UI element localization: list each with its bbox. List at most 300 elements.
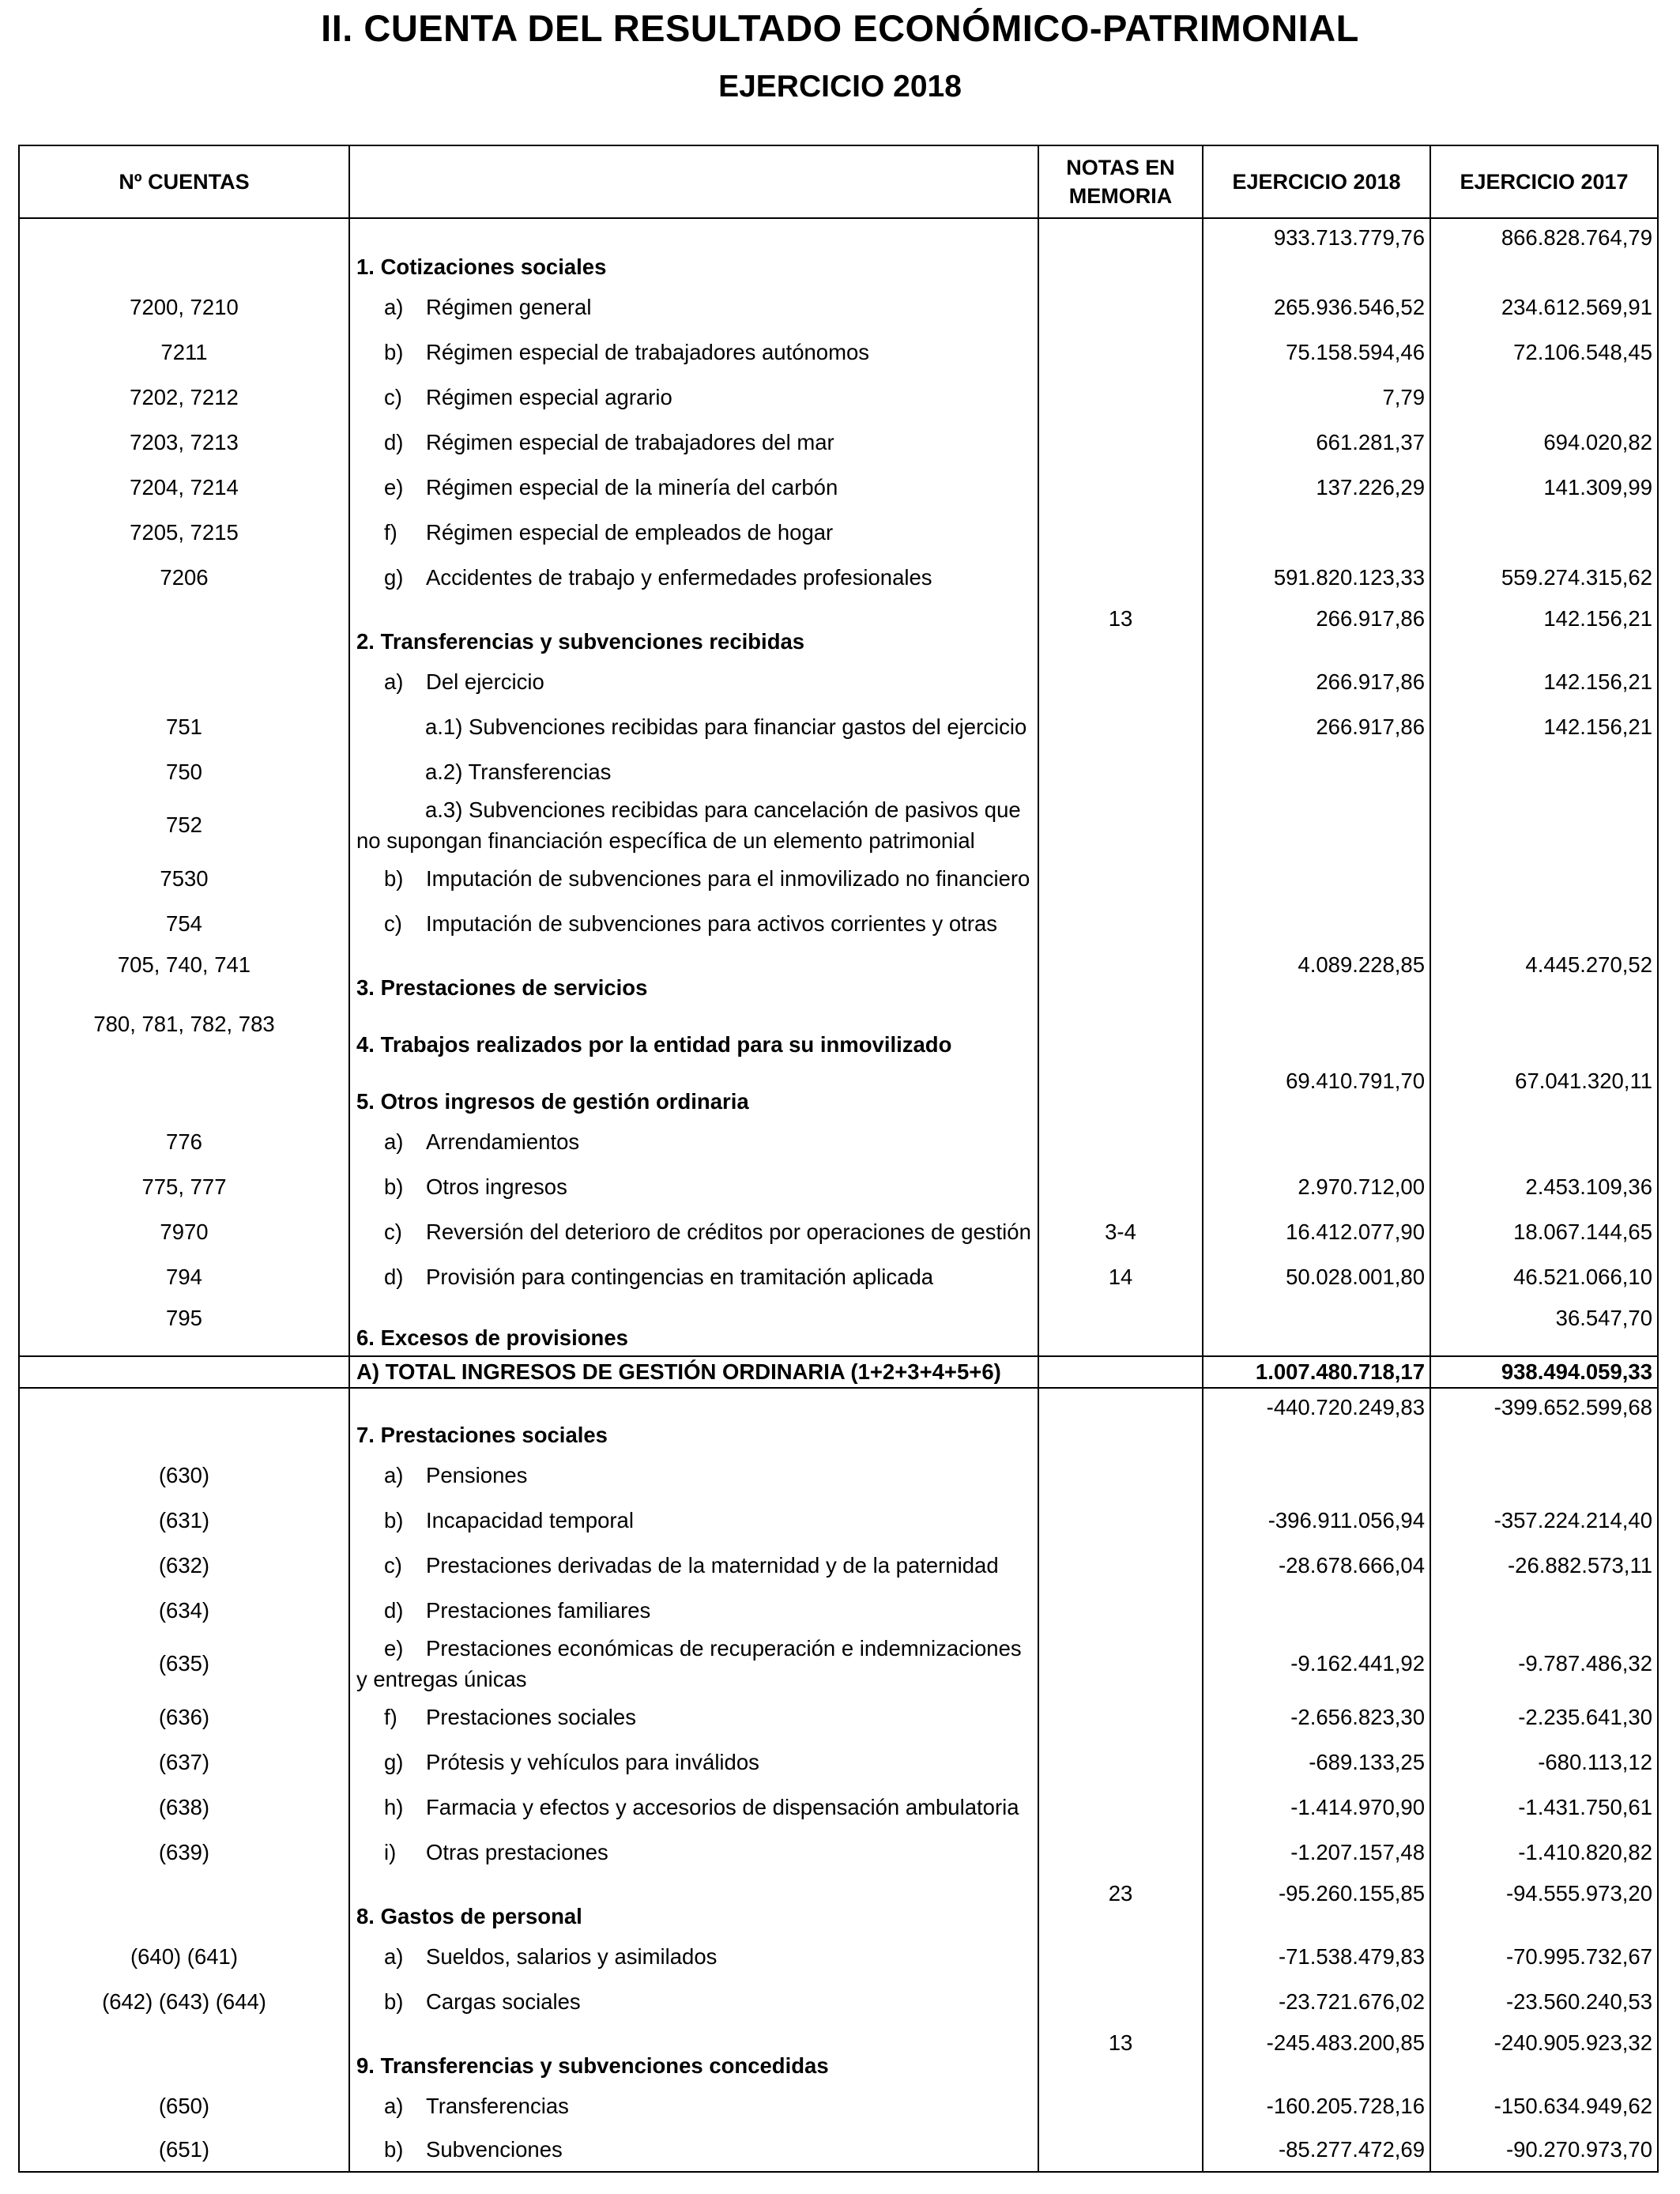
value-2017-cell (1430, 794, 1658, 856)
notes-cell (1038, 2083, 1203, 2128)
value-2018-cell: -2.656.823,30 (1203, 1695, 1430, 1740)
value-2018-cell (1203, 1299, 1430, 1356)
concept-cell (349, 1388, 1038, 1453)
value-2018-cell: 75.158.594,46 (1203, 330, 1430, 375)
item-text: Transferencias (426, 2093, 569, 2118)
concept-cell (349, 794, 1038, 856)
item-text: Farmacia y efectos y accesorios de dispensación ambulatoria (426, 1794, 1019, 1819)
table-row (19, 1543, 1658, 1588)
value-2018-cell: -95.260.155,85 (1203, 1875, 1430, 1934)
value-2017-cell: -9.787.486,32 (1430, 1633, 1658, 1695)
concept-cell (349, 946, 1038, 1005)
concept-cell (349, 465, 1038, 510)
value-2018-cell (1203, 856, 1430, 901)
item-text: Pensiones (426, 1462, 528, 1487)
value-2018-cell (1203, 794, 1430, 856)
item-text: Imputación de subvenciones para activos corrientes y otras (426, 910, 998, 936)
concept-cell (349, 285, 1038, 330)
subitem-text: a.3) Subvenciones recibidas para cancelación de pasivos que (425, 797, 1021, 822)
item-letter: e) (384, 1636, 404, 1661)
concept-cell (349, 856, 1038, 901)
item-letter: c) (384, 910, 402, 936)
value-2018-cell: 591.820.123,33 (1203, 555, 1430, 600)
account-cell: (638) (19, 1785, 349, 1830)
account-cell: 752 (19, 794, 349, 856)
concept-cell (349, 2083, 1038, 2128)
section-heading: 2. Transferencias y subvenciones recibidas (356, 629, 805, 654)
concept-cell (349, 1498, 1038, 1543)
value-2017-cell: 18.067.144,65 (1430, 1209, 1658, 1254)
account-cell: 751 (19, 704, 349, 749)
concept-cell (349, 1062, 1038, 1119)
value-2017-cell: -1.410.820,82 (1430, 1830, 1658, 1875)
value-2017-cell: 46.521.066,10 (1430, 1254, 1658, 1299)
value-2017-cell: -26.882.573,11 (1430, 1543, 1658, 1588)
table-row (19, 1062, 1658, 1119)
value-2017-cell: 142.156,21 (1430, 659, 1658, 704)
account-cell: (640) (641) (19, 1934, 349, 1979)
table-row (19, 510, 1658, 555)
notes-cell (1038, 1356, 1203, 1388)
item-text: Reversión del deterioro de créditos por operaciones de gestión (426, 1219, 1031, 1244)
table-row (19, 659, 1658, 704)
item-text: Prestaciones sociales (426, 1704, 636, 1729)
section-heading: 9. Transferencias y subvenciones concedidas (356, 2053, 829, 2079)
account-cell: 7204, 7214 (19, 465, 349, 510)
value-2017-cell: -240.905.923,32 (1430, 2024, 1658, 2083)
notes-cell (1038, 1005, 1203, 1062)
notes-cell (1038, 1695, 1203, 1740)
notes-cell (1038, 1119, 1203, 1164)
value-2018-cell: -689.133,25 (1203, 1740, 1430, 1785)
header-2018: EJERCICIO 2018 (1203, 145, 1430, 218)
table-row (19, 1830, 1658, 1875)
table-row (19, 704, 1658, 749)
item-letter: a) (384, 2093, 404, 2118)
notes-cell: 13 (1038, 600, 1203, 659)
header-concept (349, 145, 1038, 218)
value-2018-cell: 266.917,86 (1203, 600, 1430, 659)
table-row (19, 1740, 1658, 1785)
value-2017-cell (1430, 749, 1658, 794)
total-label: A) TOTAL INGRESOS DE GESTIÓN ORDINARIA (1+2+3+4+5+6) (356, 1359, 1001, 1385)
table-row (19, 420, 1658, 465)
item-letter: g) (384, 1749, 404, 1774)
item-text: Régimen especial de la minería del carbón (426, 474, 838, 499)
notes-cell (1038, 659, 1203, 704)
notes-cell (1038, 1388, 1203, 1453)
account-cell: (651) (19, 2128, 349, 2172)
item-text: Cargas sociales (426, 1989, 581, 2014)
notes-cell (1038, 1498, 1203, 1543)
notes-cell: 23 (1038, 1875, 1203, 1934)
value-2018-cell: 265.936.546,52 (1203, 285, 1430, 330)
table-row (19, 1254, 1658, 1299)
notes-cell (1038, 1062, 1203, 1119)
account-cell: 780, 781, 782, 783 (19, 1005, 349, 1062)
table-row (19, 946, 1658, 1005)
notes-cell (1038, 1543, 1203, 1588)
notes-cell (1038, 1830, 1203, 1875)
table-row (19, 749, 1658, 794)
value-2017-cell: -1.431.750,61 (1430, 1785, 1658, 1830)
item-letter: b) (384, 1174, 404, 1199)
table-row (19, 1388, 1658, 1453)
account-cell: 7206 (19, 555, 349, 600)
notes-cell (1038, 1164, 1203, 1209)
account-cell: 7200, 7210 (19, 285, 349, 330)
notes-cell (1038, 1979, 1203, 2024)
account-cell: (631) (19, 1498, 349, 1543)
concept-cell (349, 1979, 1038, 2024)
value-2017-cell: -399.652.599,68 (1430, 1388, 1658, 1453)
account-cell: 750 (19, 749, 349, 794)
table-header-row (19, 145, 1658, 218)
notes-cell: 3-4 (1038, 1209, 1203, 1254)
account-cell: (636) (19, 1695, 349, 1740)
item-letter: a) (384, 1462, 404, 1487)
value-2018-cell: 7,79 (1203, 375, 1430, 420)
account-cell (19, 2024, 349, 2083)
header-notes-label: NOTAS EN MEMORIA (1066, 155, 1175, 208)
value-2017-cell (1430, 510, 1658, 555)
account-cell (19, 1062, 349, 1119)
notes-cell (1038, 794, 1203, 856)
value-2017-cell: -90.270.973,70 (1430, 2128, 1658, 2172)
table-row (19, 1633, 1658, 1695)
value-2017-cell: -94.555.973,20 (1430, 1875, 1658, 1934)
value-2018-cell (1203, 510, 1430, 555)
account-cell: (637) (19, 1740, 349, 1785)
item-letter: d) (384, 1264, 404, 1289)
table-body (19, 218, 1658, 2172)
table-row (19, 555, 1658, 600)
notes-cell (1038, 1453, 1203, 1498)
account-cell: 7970 (19, 1209, 349, 1254)
notes-cell (1038, 420, 1203, 465)
value-2018-cell (1203, 1453, 1430, 1498)
table-row (19, 2024, 1658, 2083)
header-notes (1038, 145, 1203, 218)
concept-cell (349, 1299, 1038, 1356)
value-2017-cell: 4.445.270,52 (1430, 946, 1658, 1005)
account-cell: 795 (19, 1299, 349, 1356)
value-2018-cell: -23.721.676,02 (1203, 1979, 1430, 2024)
account-cell: 794 (19, 1254, 349, 1299)
account-cell (19, 600, 349, 659)
value-2018-cell: -440.720.249,83 (1203, 1388, 1430, 1453)
value-2018-cell: 266.917,86 (1203, 659, 1430, 704)
item-text: Arrendamientos (426, 1129, 580, 1154)
value-2018-cell: -28.678.666,04 (1203, 1543, 1430, 1588)
value-2017-cell: 67.041.320,11 (1430, 1062, 1658, 1119)
notes-cell (1038, 946, 1203, 1005)
notes-cell (1038, 856, 1203, 901)
value-2018-cell: 16.412.077,90 (1203, 1209, 1430, 1254)
subitem-text: a.1) Subvenciones recibidas para financiar gastos del ejercicio (425, 714, 1027, 739)
account-cell: (630) (19, 1453, 349, 1498)
account-cell: (635) (19, 1633, 349, 1695)
value-2018-cell: 933.713.779,76 (1203, 218, 1430, 285)
notes-cell (1038, 1588, 1203, 1633)
account-cell: 705, 740, 741 (19, 946, 349, 1005)
account-cell: 754 (19, 901, 349, 946)
value-2017-cell (1430, 375, 1658, 420)
table-row (19, 1695, 1658, 1740)
value-2017-cell (1430, 901, 1658, 946)
notes-cell (1038, 1299, 1203, 1356)
concept-cell (349, 1934, 1038, 1979)
item-letter: b) (384, 2137, 404, 2162)
table-row (19, 1498, 1658, 1543)
table-row (19, 1299, 1658, 1356)
item-letter: b) (384, 1507, 404, 1532)
table-row (19, 1356, 1658, 1388)
concept-cell (349, 1119, 1038, 1164)
item-text: Incapacidad temporal (426, 1507, 634, 1532)
value-2017-cell (1430, 1453, 1658, 1498)
item-letter: a) (384, 669, 404, 694)
section-heading: 8. Gastos de personal (356, 1904, 582, 1929)
account-cell: (632) (19, 1543, 349, 1588)
notes-cell (1038, 375, 1203, 420)
subitem-text-line2: no supongan financiación específica de un elemento patrimonial (356, 828, 975, 854)
table-row (19, 1785, 1658, 1830)
item-letter: f) (384, 519, 397, 545)
value-2017-cell: 141.309,99 (1430, 465, 1658, 510)
item-letter: c) (384, 384, 402, 409)
notes-cell (1038, 285, 1203, 330)
notes-cell (1038, 1785, 1203, 1830)
section-heading: 1. Cotizaciones sociales (356, 254, 607, 279)
value-2018-cell: -396.911.056,94 (1203, 1498, 1430, 1543)
concept-cell (349, 1356, 1038, 1388)
concept-cell (349, 1453, 1038, 1498)
item-text: Régimen especial de empleados de hogar (426, 519, 834, 545)
value-2017-cell: -2.235.641,30 (1430, 1695, 1658, 1740)
table-row (19, 330, 1658, 375)
account-cell (19, 1875, 349, 1934)
item-text: Régimen general (426, 294, 592, 319)
value-2018-cell: -160.205.728,16 (1203, 2083, 1430, 2128)
item-text: Accidentes de trabajo y enfermedades profesionales (426, 564, 932, 590)
concept-cell (349, 1830, 1038, 1875)
value-2017-cell (1430, 1119, 1658, 1164)
item-text: Imputación de subvenciones para el inmovilizado no financiero (426, 865, 1030, 891)
value-2017-cell (1430, 1005, 1658, 1062)
section-heading: 4. Trabajos realizados por la entidad para su inmovilizado (356, 1032, 952, 1057)
concept-cell (349, 2024, 1038, 2083)
notes-cell (1038, 510, 1203, 555)
table-row (19, 1588, 1658, 1633)
page-title: II. CUENTA DEL RESULTADO ECONÓMICO-PATRIMONIAL (321, 7, 1359, 49)
item-letter: a) (384, 1129, 404, 1154)
account-cell: 7205, 7215 (19, 510, 349, 555)
value-2018-cell: -85.277.472,69 (1203, 2128, 1430, 2172)
notes-cell (1038, 1740, 1203, 1785)
item-text: Prestaciones económicas de recuperación e indemnizaciones (426, 1636, 1022, 1661)
value-2018-cell: 2.970.712,00 (1203, 1164, 1430, 1209)
notes-cell (1038, 330, 1203, 375)
item-text: Prestaciones familiares (426, 1597, 651, 1623)
value-2018-cell (1203, 901, 1430, 946)
value-2017-cell: 142.156,21 (1430, 600, 1658, 659)
concept-cell (349, 901, 1038, 946)
value-2018-cell: 69.410.791,70 (1203, 1062, 1430, 1119)
concept-cell (349, 555, 1038, 600)
item-letter: g) (384, 564, 404, 590)
table-row (19, 1453, 1658, 1498)
notes-cell (1038, 218, 1203, 285)
concept-cell (349, 1164, 1038, 1209)
table-row (19, 218, 1658, 285)
item-text: Prótesis y vehículos para inválidos (426, 1749, 759, 1774)
item-letter: d) (384, 1597, 404, 1623)
value-2018-cell: 266.917,86 (1203, 704, 1430, 749)
value-2017-cell: 559.274.315,62 (1430, 555, 1658, 600)
item-text: Régimen especial de trabajadores autónomos (426, 339, 870, 364)
concept-cell (349, 1254, 1038, 1299)
section-heading: 3. Prestaciones de servicios (356, 975, 648, 1001)
table-row (19, 465, 1658, 510)
value-2017-cell: -357.224.214,40 (1430, 1498, 1658, 1543)
account-cell: (650) (19, 2083, 349, 2128)
item-text-line2: y entregas únicas (356, 1667, 527, 1692)
table-row (19, 2128, 1658, 2172)
item-letter: b) (384, 339, 404, 364)
table-row (19, 1164, 1658, 1209)
concept-cell (349, 1543, 1038, 1588)
concept-cell (349, 1740, 1038, 1785)
table-row (19, 856, 1658, 901)
concept-cell (349, 1875, 1038, 1934)
concept-cell (349, 1005, 1038, 1062)
account-cell: 7203, 7213 (19, 420, 349, 465)
concept-cell (349, 1695, 1038, 1740)
value-2017-cell: 2.453.109,36 (1430, 1164, 1658, 1209)
account-cell: (639) (19, 1830, 349, 1875)
notes-cell (1038, 1934, 1203, 1979)
notes-cell (1038, 704, 1203, 749)
value-2017-cell: -70.995.732,67 (1430, 1934, 1658, 1979)
value-2017-cell (1430, 1588, 1658, 1633)
value-2017-cell (1430, 856, 1658, 901)
item-text: Otros ingresos (426, 1174, 567, 1199)
value-2017-cell: 234.612.569,91 (1430, 285, 1658, 330)
item-text-line1 (356, 1633, 1038, 1664)
account-cell (19, 218, 349, 285)
value-2017-cell: 36.547,70 (1430, 1299, 1658, 1356)
concept-cell (349, 1633, 1038, 1695)
account-cell: (642) (643) (644) (19, 1979, 349, 2024)
table-row (19, 1875, 1658, 1934)
table-row (19, 2083, 1658, 2128)
concept-cell (349, 420, 1038, 465)
value-2017-cell: 694.020,82 (1430, 420, 1658, 465)
account-cell: (634) (19, 1588, 349, 1633)
value-2018-cell: -1.414.970,90 (1203, 1785, 1430, 1830)
table-row (19, 794, 1658, 856)
table-row (19, 285, 1658, 330)
value-2018-cell: 137.226,29 (1203, 465, 1430, 510)
value-2017-cell: -150.634.949,62 (1430, 2083, 1658, 2128)
value-2017-cell: -680.113,12 (1430, 1740, 1658, 1785)
item-text: Régimen especial agrario (426, 384, 672, 409)
value-2018-cell: 661.281,37 (1203, 420, 1430, 465)
page-subtitle: EJERCICIO 2018 (718, 70, 962, 104)
table-row (19, 1209, 1658, 1254)
item-letter: i) (384, 1839, 397, 1864)
table-row (19, 375, 1658, 420)
item-letter: a) (384, 294, 404, 319)
item-text: Subvenciones (426, 2137, 563, 2162)
table-row (19, 1119, 1658, 1164)
concept-cell (349, 2128, 1038, 2172)
header-2017: EJERCICIO 2017 (1430, 145, 1658, 218)
item-text: Otras prestaciones (426, 1839, 608, 1864)
concept-cell (349, 659, 1038, 704)
account-cell: 775, 777 (19, 1164, 349, 1209)
item-letter: c) (384, 1552, 402, 1578)
value-2018-cell (1203, 1005, 1430, 1062)
item-text: Régimen especial de trabajadores del mar (426, 429, 834, 454)
concept-cell (349, 1588, 1038, 1633)
item-letter: h) (384, 1794, 404, 1819)
subitem-text: a.2) Transferencias (425, 759, 612, 784)
value-2018-cell: -1.207.157,48 (1203, 1830, 1430, 1875)
value-2018-cell: 50.028.001,80 (1203, 1254, 1430, 1299)
item-letter: f) (384, 1704, 397, 1729)
item-text: Prestaciones derivadas de la maternidad y de la paternidad (426, 1552, 999, 1578)
results-table (18, 145, 1659, 2173)
value-2018-cell (1203, 1588, 1430, 1633)
value-2017-cell: 938.494.059,33 (1430, 1356, 1658, 1388)
item-letter: d) (384, 429, 404, 454)
concept-cell (349, 1785, 1038, 1830)
item-letter: b) (384, 865, 404, 891)
section-heading: 6. Excesos de provisiones (356, 1325, 628, 1351)
value-2017-cell: -23.560.240,53 (1430, 1979, 1658, 2024)
account-cell: 7530 (19, 856, 349, 901)
table-row (19, 600, 1658, 659)
notes-cell (1038, 901, 1203, 946)
item-letter: e) (384, 474, 404, 499)
notes-cell (1038, 2128, 1203, 2172)
value-2017-cell: 866.828.764,79 (1430, 218, 1658, 285)
value-2018-cell: -71.538.479,83 (1203, 1934, 1430, 1979)
concept-cell (349, 704, 1038, 749)
concept-cell (349, 1209, 1038, 1254)
value-2018-cell (1203, 1119, 1430, 1164)
item-letter: c) (384, 1219, 402, 1244)
table-row (19, 1979, 1658, 2024)
item-letter: b) (384, 1989, 404, 2014)
concept-cell (349, 330, 1038, 375)
account-cell (19, 1356, 349, 1388)
account-cell (19, 659, 349, 704)
notes-cell (1038, 749, 1203, 794)
value-2018-cell: 1.007.480.718,17 (1203, 1356, 1430, 1388)
concept-cell (349, 600, 1038, 659)
notes-cell: 13 (1038, 2024, 1203, 2083)
concept-cell (349, 218, 1038, 285)
value-2018-cell: 4.089.228,85 (1203, 946, 1430, 1005)
account-cell: 776 (19, 1119, 349, 1164)
notes-cell (1038, 1633, 1203, 1695)
account-cell: 7211 (19, 330, 349, 375)
notes-cell (1038, 555, 1203, 600)
account-cell: 7202, 7212 (19, 375, 349, 420)
